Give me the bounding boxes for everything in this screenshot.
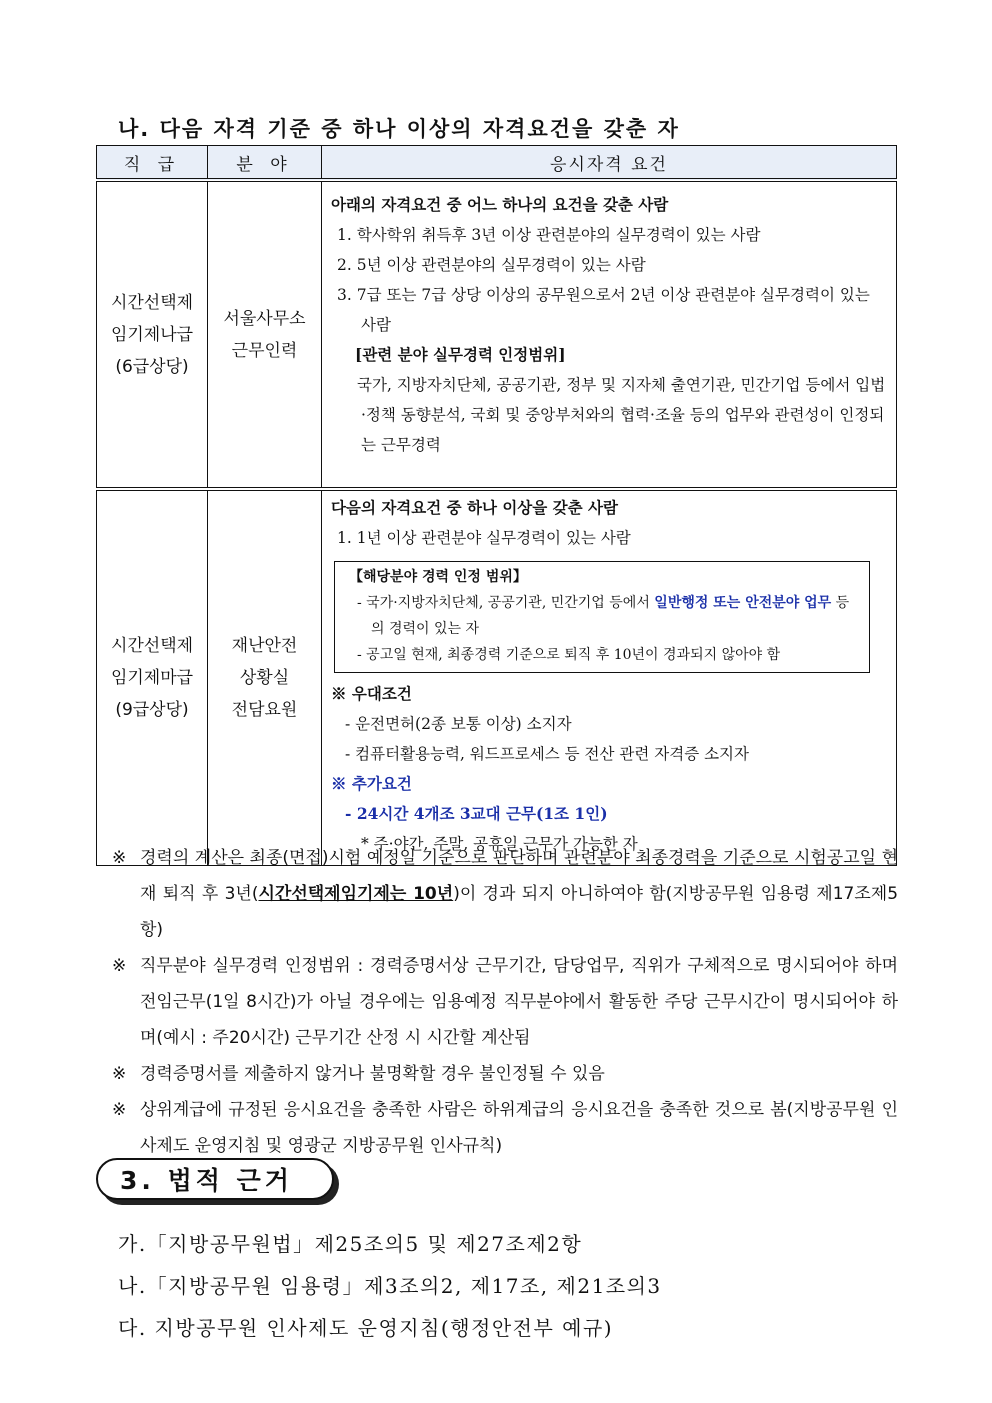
- law-item: 다. 지방공무원 인사제도 운영지침(행정안전부 예규): [118, 1316, 614, 1340]
- requirements-lead: 다음의 자격요건 중 하나 이상을 갖춘 사람: [331, 498, 618, 517]
- career-range-box: [334, 561, 870, 673]
- position-line: 시간선택제: [110, 636, 194, 656]
- qualification-heading: 나. 다음 자격 기준 중 하나 이상의 자격요건을 갖춘 자: [118, 117, 680, 141]
- preference-title: ※ 우대조건: [331, 684, 412, 703]
- note-text: 상위계급에 규정된 응시요건을 충족한 사람은 하위계급의 응시요건을 충족한 것으로 봄(지방공무원 인사제도 운영지침 및 영광군 지방공무원 인사규칙): [140, 1100, 898, 1156]
- position-line: 시간선택제: [110, 292, 194, 313]
- note-text-part: 경력의 계산은 최종(면접)시험 예정일 기준으로 판단하며 관련분야 최종경력을 기준으로 시험공고일 현재 퇴직 후 3년(: [140, 848, 898, 904]
- requirement-item: 3. 7급 또는 7급 상당 이상의 공무원으로서 2년 이상 관련분야 실무경력이 있는 사람: [337, 286, 870, 334]
- field-line: 전담요원: [231, 700, 298, 720]
- requirements-cell: [322, 180, 897, 489]
- requirements-lead: 아래의 자격요건 중 어느 하나의 요건을 갖춘 사람: [331, 195, 669, 214]
- highlight-text: 일반행정 또는 안전분야 업무: [654, 595, 832, 611]
- position-line: (6급상당): [115, 356, 189, 377]
- preference-item: - 컴퓨터활용능력, 워드프로세스 등 전산 관련 자격증 소지자: [345, 745, 750, 763]
- box-text: - 국가·지방자치단체, 공공기관, 민간기업 등에서: [357, 595, 655, 611]
- note-item: [112, 1092, 898, 1164]
- note-mark: ※: [112, 1064, 127, 1084]
- position-line: (9급상당): [115, 700, 189, 720]
- position-cell: [97, 489, 208, 866]
- header-requirements: 응시자격 요건: [322, 146, 897, 181]
- requirement-item: 1. 1년 이상 관련분야 실무경력이 있는 사람: [337, 529, 631, 547]
- note-mark: ※: [112, 1100, 127, 1120]
- extra-item: - 24시간 4개조 3교대 근무(1조 1인): [345, 804, 608, 823]
- table-row: [97, 489, 897, 866]
- header-position: 직 급: [97, 146, 208, 181]
- requirement-item: 2. 5년 이상 관련분야의 실무경력이 있는 사람: [337, 256, 646, 274]
- field-line: 상황실: [239, 668, 290, 688]
- note-item: [112, 1056, 898, 1092]
- qualification-table: [96, 145, 897, 866]
- extra-note: * 주·야간, 주말, 공휴일 근무가 가능한 자: [361, 835, 638, 853]
- note-text: 직무분야 실무경력 인정범위 : 경력증명서상 근무기간, 담당업무, 직위가 구체적으로 명시되어야 하며 전임근무(1일 8시간)가 아닐 경우에는 임용예정 직무분야에서 활동한 주당 근무시간이 명시되어야 하며(예시 : 주20시간) 근무기간 산정 시 시간할 계산됨: [140, 956, 898, 1048]
- note-mark: ※: [112, 956, 127, 976]
- note-mark: ※: [112, 848, 127, 868]
- box-line: [349, 590, 861, 642]
- extra-title: ※ 추가요건: [331, 774, 412, 793]
- law-item: 나.「지방공무원 임용령」제3조의2, 제17조, 제21조의3: [118, 1274, 662, 1298]
- table-row: [97, 180, 897, 489]
- law-item: 가.「지방공무원법」제25조의5 및 제27조제2항: [118, 1232, 583, 1256]
- requirements-cell: [322, 489, 897, 866]
- preference-item: - 운전면허(2종 보통 이상) 소지자: [345, 715, 572, 733]
- experience-range-text: 국가, 지방자치단체, 공공기관, 정부 및 지자체 출연기관, 민간기업 등에서 입법·정책 동향분석, 국회 및 중앙부처와의 협력·조율 등의 업무와 관련성이 인정되는 근무경력: [357, 376, 886, 454]
- section-title: 3. 법적 근거: [96, 1158, 334, 1200]
- field-line: 근무인력: [231, 340, 298, 361]
- field-cell: [208, 489, 322, 866]
- note-emphasis: 시간선택제임기제는 10년: [258, 884, 454, 904]
- notes: [112, 840, 898, 1164]
- note-text: 경력증명서를 제출하지 않거나 불명확할 경우 불인정될 수 있음: [140, 1064, 605, 1084]
- experience-range-title: [관련 분야 실무경력 인정범위]: [355, 345, 566, 364]
- note-text: [140, 840, 898, 948]
- position-line: 임기제마급: [110, 668, 194, 688]
- note-item: [112, 948, 898, 1056]
- position-line: 임기제나급: [110, 324, 194, 345]
- note-item: [112, 840, 898, 948]
- header-field: 분 야: [208, 146, 322, 181]
- requirement-item: 1. 학사학위 취득후 3년 이상 관련분야의 실무경력이 있는 사람: [337, 226, 761, 244]
- note-text-part: )이 경과 되지 아니하여야 함(지방공무원 임용령 제17조제5항): [140, 884, 899, 940]
- field-line: 서울사무소: [223, 308, 306, 329]
- position-cell: [97, 180, 208, 489]
- box-line: - 공고일 현재, 최종경력 기준으로 퇴직 후 10년이 경과되지 않아야 함: [357, 647, 781, 663]
- box-text: 등의 경력이 있는 자: [371, 595, 850, 637]
- field-line: 재난안전: [231, 636, 298, 656]
- box-title: 【해당분야 경력 인정 범위】: [349, 569, 527, 585]
- field-cell: [208, 180, 322, 489]
- table-header-row: [97, 146, 897, 181]
